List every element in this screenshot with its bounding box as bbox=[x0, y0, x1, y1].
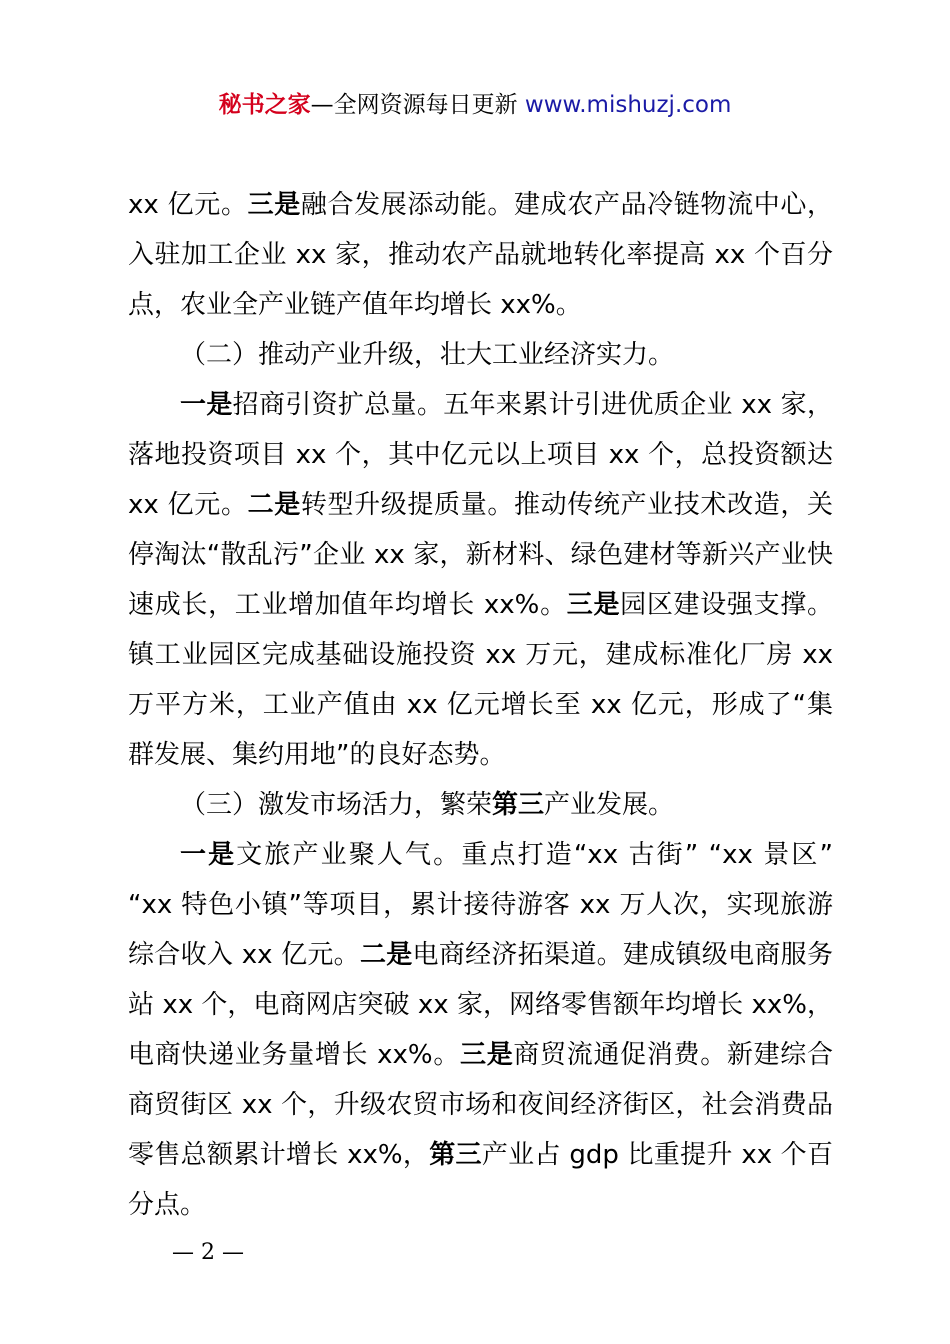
text-run: 电商经济拓渠道。建成镇级电商服务站 xx 个，电商网店突破 xx 家，网络零售额年均增长 xx%，电商快递业务量增长 xx%。 bbox=[128, 940, 833, 1070]
site-banner bbox=[0, 88, 950, 122]
site-url-link[interactable]: www.mishuzj.com bbox=[524, 92, 732, 118]
document-body bbox=[128, 180, 833, 1230]
paragraph-tertiary bbox=[128, 830, 833, 1230]
bold-run: 三是 bbox=[460, 1040, 514, 1070]
text-run: （三）激发市场活力，繁荣 bbox=[180, 790, 493, 820]
bold-run: 第三 bbox=[492, 790, 545, 820]
text-run: 产业占 gdp 比重提升 xx 个百分点。 bbox=[128, 1140, 833, 1220]
text-run: 产业发展。 bbox=[544, 790, 675, 820]
page-number: — 2 — bbox=[172, 1240, 244, 1265]
bold-run: 二是 bbox=[359, 940, 413, 970]
paragraph-industry bbox=[128, 380, 833, 780]
banner-tagline: —全网资源每日更新 bbox=[310, 92, 525, 118]
bold-run: 三是 bbox=[247, 190, 301, 220]
text-run: 转型升级提质量。推动传统产业技术改造，关停淘汰“散乱污”企业 xx 家，新材料、绿色建材等新兴产业快速成长，工业增加值年均增长 xx%。 bbox=[128, 490, 833, 620]
paragraph-agriculture-continued bbox=[128, 180, 833, 330]
text-run: xx 亿元。 bbox=[128, 190, 248, 220]
text-run: 招商引资扩总量。五年来累计引进优质企业 xx 家，落地投资项目 xx 个，其中亿元以上项目 xx 个，总投资额达 xx 亿元。 bbox=[128, 390, 833, 520]
text-run: 园区建设强支撑。镇工业园区完成基础设施投资 xx 万元，建成标准化厂房 xx 万平方米，工业产值由 xx 亿元增长至 xx 亿元，形成了“集群发展、集约用地”的良好态势。 bbox=[128, 590, 833, 770]
brand-name: 秘书之家 bbox=[218, 92, 311, 118]
bold-run: 一是 bbox=[180, 390, 233, 420]
section-heading-industry: （二）推动产业升级，壮大工业经济实力。 bbox=[180, 340, 675, 370]
bold-run: 第三 bbox=[429, 1140, 482, 1170]
section-heading-tertiary bbox=[128, 780, 833, 830]
bold-run: 二是 bbox=[247, 490, 301, 520]
text-run: 融合发展添动能。建成农产品冷链物流中心，入驻加工企业 xx 家，推动农产品就地转化率提高 xx 个百分点，农业全产业链产值年均增长 xx%。 bbox=[128, 190, 833, 320]
bold-run: 三是 bbox=[566, 590, 621, 620]
bold-run: 一是 bbox=[180, 840, 237, 870]
text-run: 商贸流通促消费。新建综合商贸街区 xx 个，升级农贸市场和夜间经济街区，社会消费品零售总额累计增长 xx%， bbox=[128, 1040, 833, 1170]
text-run: 文旅产业聚人气。重点打造“xx 古街” “xx 景区” “xx 特色小镇”等项目，累计接待游客 xx 万人次，实现旅游综合收入 xx 亿元。 bbox=[128, 840, 833, 970]
